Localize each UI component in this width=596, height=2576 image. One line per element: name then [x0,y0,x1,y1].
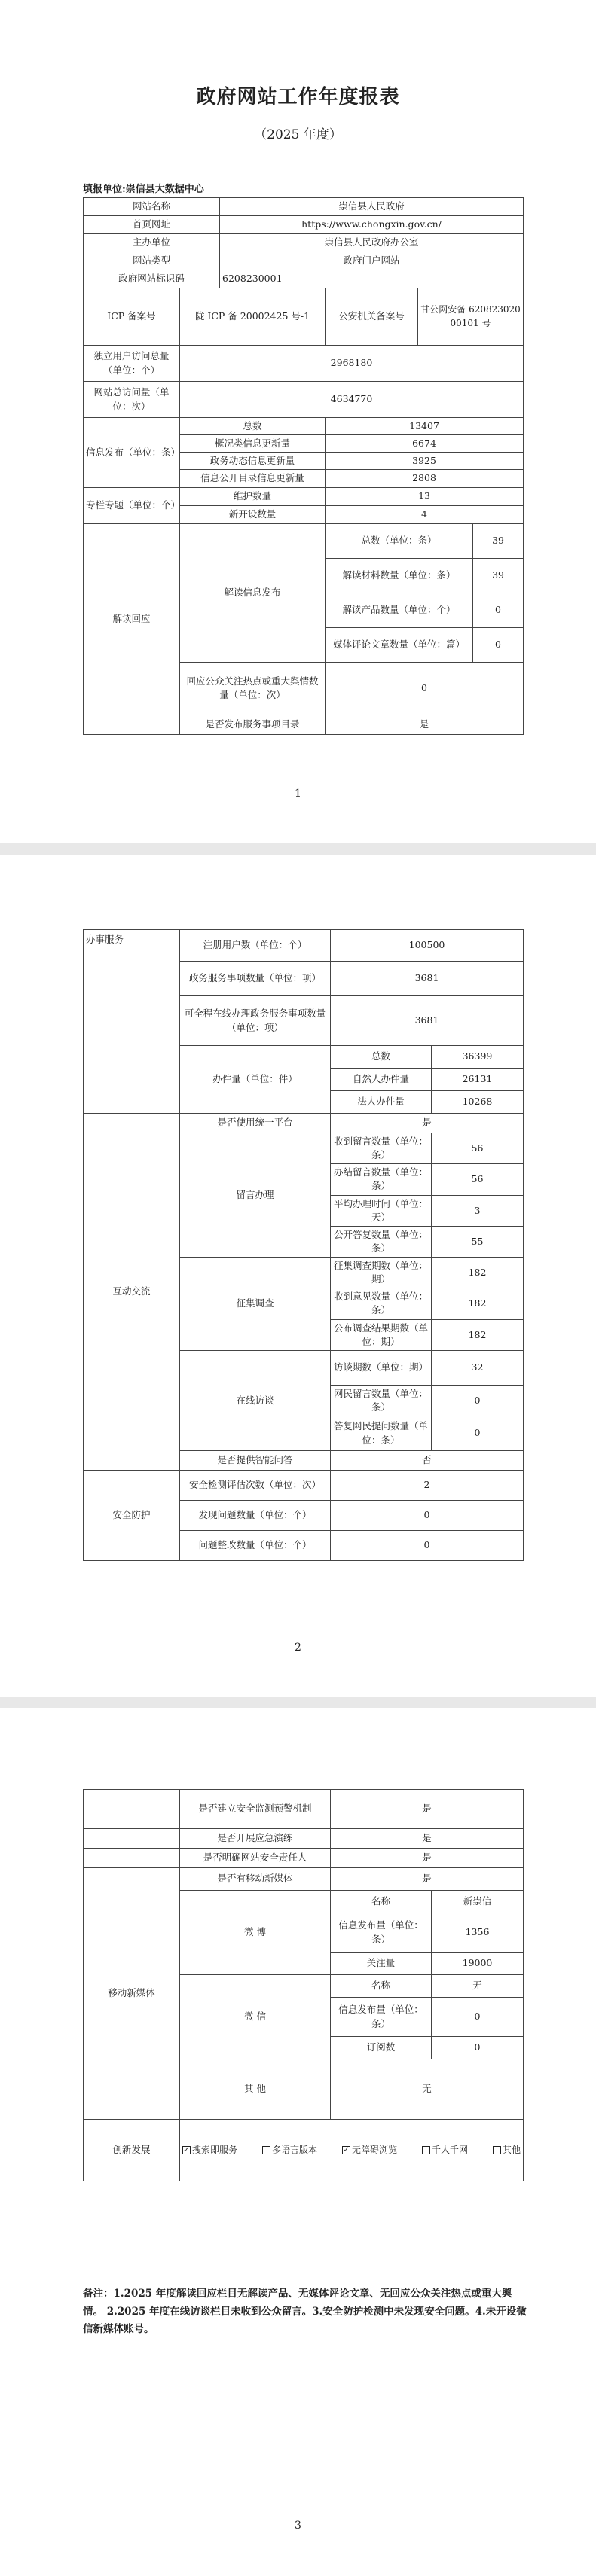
wechat-posts-label: 信息发布量（单位：条） [331,1998,432,2037]
msg-received-value: 56 [432,1133,524,1164]
report-page-1 [0,0,596,843]
has-mobile-label: 是否有移动新媒体 [180,1868,331,1891]
notes: 备注：1.2025 年度解读回应栏目无解读产品、无媒体评论文章、无回应公众关注热点或重大舆情。 2.2025 年度在线访谈栏目未收到公众留言。3.安全防护检测中未发现安全问题。4.未开设微信新媒体账号。 [83,2288,527,2336]
innovation-option[interactable] [262,2144,317,2157]
handle-label: 办件量（单位：件） [180,1046,331,1114]
drill-label: 是否开展应急演练 [180,1829,331,1849]
report-page-3 [0,1708,596,2576]
smart-value: 否 [331,1451,524,1471]
page-number: 3 [295,2520,301,2532]
weibo-posts-value: 1356 [432,1913,524,1953]
wechat-name-value: 无 [432,1975,524,1998]
other-media-value: 无 [331,2059,524,2120]
column-new-value: 4 [326,505,524,523]
visits-value: 4634770 [180,382,524,418]
check-label: 安全检测评估次数（单位：次） [180,1471,331,1501]
info-total-value: 13407 [326,418,524,435]
reg-users-value: 100500 [331,930,524,962]
publish-directory-label: 是否发布服务事项目录 [180,715,326,734]
msg-public-label: 公开答复数量（单位：条） [331,1226,432,1257]
survey-label: 征集调查 [180,1258,331,1351]
wechat-subs-label: 订阅数 [331,2037,432,2059]
interview-count-label: 访谈期数（单位：期） [331,1350,432,1385]
personal-value: 26131 [432,1069,524,1091]
page-number: 2 [295,1642,301,1654]
site-type-value: 政府门户网站 [220,252,524,270]
publish-directory-value: 是 [326,715,524,734]
survey-opinions-label: 收到意见数量（单位：条） [331,1288,432,1319]
hotspot-value: 0 [326,662,524,715]
msg-done-label: 办结留言数量（单位：条） [331,1164,432,1195]
innovation-option-label: 无障碍浏览 [352,2144,398,2155]
page-title: 政府网站工作年度报表 [196,86,400,108]
mobile-group: 移动新媒体 [84,1868,180,2120]
online-items-label: 可全程在线办理政务服务事项数量（单位：项） [180,996,331,1046]
interpret-media-value: 0 [473,627,524,662]
interaction-group: 互动交流 [84,1114,180,1471]
report-year: （2025 年度） [254,127,342,142]
msg-days-label: 平均办理时间（单位：天） [331,1195,432,1226]
found-label: 发现问题数量（单位：个） [180,1501,331,1531]
service-items-label: 政务服务事项数量（单位：项） [180,962,331,996]
checkbox-empty-icon[interactable] [422,2146,430,2154]
reply-value: 0 [432,1416,524,1451]
weibo-name-label: 名称 [331,1891,432,1913]
report-table-part-3 [83,1789,524,2181]
wechat-label: 微 信 [180,1975,331,2059]
weibo-name-value: 新崇信 [432,1891,524,1913]
innovation-option-label: 搜索即服务 [192,2144,238,2155]
handle-total-label: 总数 [331,1046,432,1069]
home-url-value[interactable]: https://www.chongxin.gov.cn/ [220,216,524,234]
survey-results-value: 182 [432,1319,524,1350]
msg-done-value: 56 [432,1164,524,1195]
msg-received-label: 收到留言数量（单位：条） [331,1133,432,1164]
report-table-part-1 [83,197,524,735]
interpret-total-value: 39 [473,523,524,558]
hotspot-label: 回应公众关注热点或重大舆情数量（单位：次） [180,662,326,715]
sponsor-label: 主办单位 [84,234,220,252]
weibo-posts-label: 信息发布量（单位：条） [331,1913,432,1953]
column-group: 专栏专题（单位：个） [84,487,180,523]
icp-label: ICP 备案号 [84,288,180,346]
innovation-option-label: 其他 [503,2144,521,2155]
catalog-label: 信息公开目录信息更新量 [180,470,326,487]
sponsor-value: 崇信县人民政府办公室 [220,234,524,252]
overview-value: 6674 [326,435,524,453]
column-maintain-value: 13 [326,487,524,505]
column-maintain-label: 维护数量 [180,487,326,505]
visitors-value: 2968180 [180,346,524,382]
home-url-label: 首页网址 [84,216,220,234]
online-interview-label: 在线访谈 [180,1350,331,1450]
netizen-label: 网民留言数量（单位：条） [331,1385,432,1416]
has-mobile-value: 是 [331,1868,524,1891]
interpret-total-label: 总数（单位：条） [326,523,473,558]
survey-results-label: 公布调查结果期数（单位：期） [331,1319,432,1350]
innovation-option[interactable] [342,2144,397,2157]
checkbox-checked-icon[interactable]: ✓ [183,2145,190,2154]
wechat-subs-value: 0 [432,2037,524,2059]
interpret-product-label: 解读产品数量（单位：个） [326,593,473,627]
fill-unit: 填报单位:崇信县大数据中心 [83,184,204,195]
drill-value: 是 [331,1829,524,1849]
interpret-material-label: 解读材料数量（单位：条） [326,558,473,593]
dynamic-value: 3925 [326,453,524,470]
innovation-option[interactable] [422,2144,468,2157]
personal-label: 自然人办件量 [331,1069,432,1091]
site-code-label: 政府网站标识码 [84,270,220,288]
interpret-media-label: 媒体评论文章数量（单位：篇） [326,627,473,662]
interpret-group: 解读回应 [84,523,180,715]
other-media-label: 其 他 [180,2059,331,2120]
police-value: 甘公网安备 62082302000101 号 [418,288,524,346]
report-table-part-2 [83,929,524,1561]
checkbox-empty-icon[interactable] [262,2146,270,2154]
handle-total-value: 36399 [432,1046,524,1069]
legal-value: 10268 [432,1091,524,1114]
msg-public-value: 55 [432,1226,524,1257]
page-number: 1 [295,788,301,800]
visits-label: 网站总访问量（单位：次） [84,382,180,418]
netizen-value: 0 [432,1385,524,1416]
service-group: 办事服务 [84,930,180,1114]
police-label: 公安机关备案号 [326,288,418,346]
checkbox-empty-icon[interactable] [493,2146,501,2154]
legal-label: 法人办件量 [331,1091,432,1114]
weibo-fans-label: 关注量 [331,1953,432,1975]
unified-label: 是否使用统一平台 [180,1114,331,1133]
innovation-option-label: 千人千网 [432,2144,469,2155]
fixed-label: 问题整改数量（单位：个） [180,1531,331,1561]
reply-label: 答复网民提问数量（单位：条） [331,1416,432,1451]
interpret-material-value: 39 [473,558,524,593]
warning-label: 是否建立安全监测预警机制 [180,1790,331,1829]
overview-label: 概况类信息更新量 [180,435,326,453]
weibo-label: 微 博 [180,1891,331,1975]
innovation-option[interactable] [493,2144,521,2157]
fixed-value: 0 [331,1531,524,1561]
interpret-product-value: 0 [473,593,524,627]
catalog-value: 2808 [326,470,524,487]
site-code-value: 6208230001 [220,270,524,288]
interpret-sub-label: 解读信息发布 [180,523,326,662]
checkbox-checked-icon[interactable]: ✓ [343,2145,350,2154]
innovation-option-label: 多语言版本 [272,2144,318,2155]
dynamic-label: 政务动态信息更新量 [180,453,326,470]
duty-label: 是否明确网站安全责任人 [180,1849,331,1868]
info-publish-group: 信息发布（单位：条） [84,418,180,488]
info-total-label: 总数 [180,418,326,435]
security-group: 安全防护 [84,1471,180,1561]
innovation-options [180,2120,524,2181]
interview-count-value: 32 [432,1350,524,1385]
duty-value: 是 [331,1849,524,1868]
icp-value: 陇 ICP 备 20002425 号-1 [180,288,326,346]
visitors-label: 独立用户访问总量（单位：个） [84,346,180,382]
innovation-option[interactable] [182,2144,237,2157]
warning-value: 是 [331,1790,524,1829]
site-type-label: 网站类型 [84,252,220,270]
wechat-name-label: 名称 [331,1975,432,1998]
innovation-group: 创新发展 [84,2120,180,2181]
report-page-2 [0,855,596,1697]
site-name-label: 网站名称 [84,198,220,216]
msg-days-value: 3 [432,1195,524,1226]
column-new-label: 新开设数量 [180,505,326,523]
weibo-fans-value: 19000 [432,1953,524,1975]
survey-count-label: 征集调查期数（单位：期） [331,1258,432,1288]
message-label: 留言办理 [180,1133,331,1258]
wechat-posts-value: 0 [432,1998,524,2037]
unified-value: 是 [331,1114,524,1133]
smart-label: 是否提供智能问答 [180,1451,331,1471]
reg-users-label: 注册用户数（单位：个） [180,930,331,962]
online-items-value: 3681 [331,996,524,1046]
check-value: 2 [331,1471,524,1501]
found-value: 0 [331,1501,524,1531]
survey-opinions-value: 182 [432,1288,524,1319]
site-name-value: 崇信县人民政府 [220,198,524,216]
survey-count-value: 182 [432,1258,524,1288]
service-items-value: 3681 [331,962,524,996]
